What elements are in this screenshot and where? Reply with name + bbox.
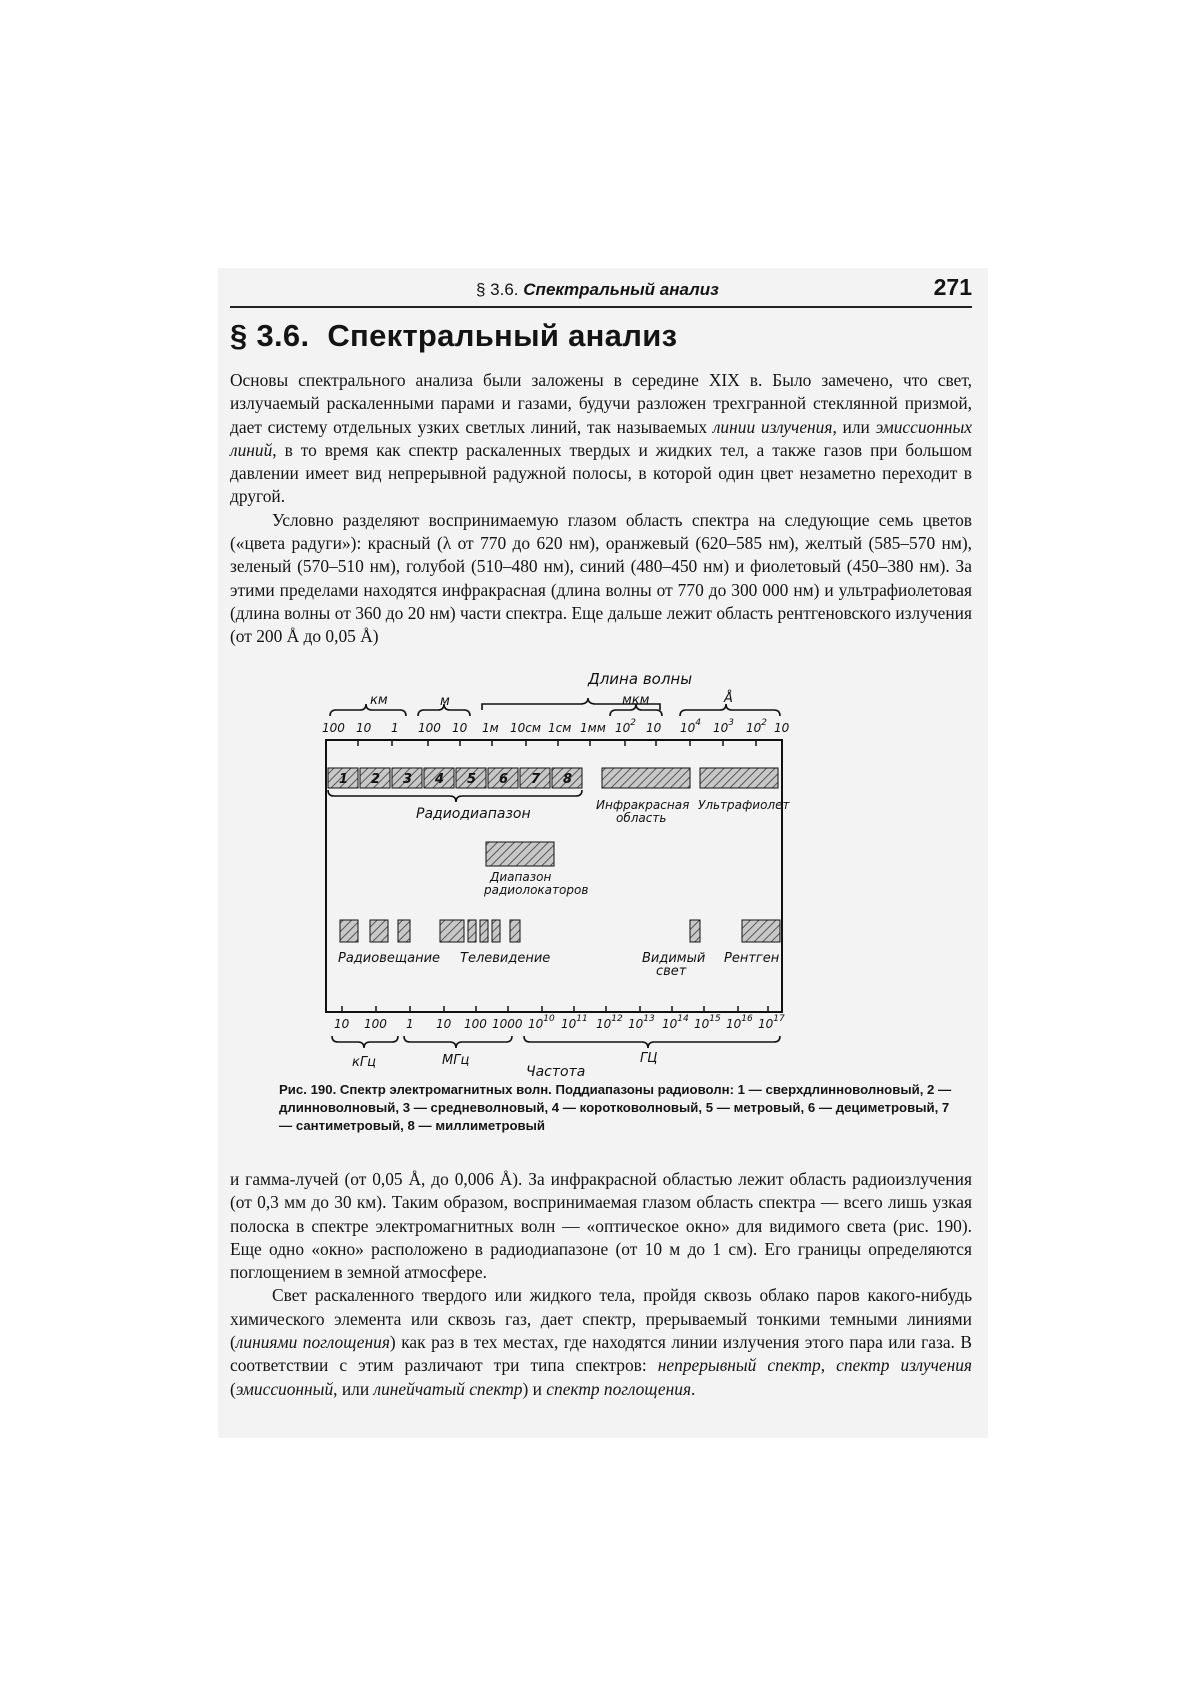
radio-band-number: 7 — [531, 772, 541, 787]
tv-bar — [510, 920, 520, 942]
unit-km: км — [370, 693, 388, 708]
wl-tick-label: 10см — [510, 721, 541, 735]
figure-caption — [279, 1081, 959, 1135]
xray-label: Рентген — [724, 951, 780, 966]
freq-pow-tick-label: $10^{10}$ — [528, 1014, 555, 1031]
radio-range-label: Радиодиапазон — [416, 806, 531, 822]
tv-bar — [480, 920, 488, 942]
text-run: ) как раз в тех местах, где находятся линии излучения этого пара или газа. В соответствии с этим различают три типа спектров: — [230, 1332, 973, 1376]
lower-row-bars — [340, 920, 780, 942]
radio-band-number: 3 — [403, 772, 413, 787]
tv-bar — [468, 920, 476, 942]
text-run: . — [691, 1378, 696, 1399]
tv-bar — [492, 920, 500, 942]
infrared-label: Инфракрасная — [596, 798, 690, 812]
unit-m: м — [440, 694, 450, 709]
italic-term: спектр излучения — [836, 1355, 972, 1376]
broadcast-label: Радиовещание — [338, 951, 441, 966]
figure-caption-text: Спектр электромагнитных волн. Поддиапазоны радиоволн: 1 — сверхдлинноволновый, 2 — длинноволновый, 3 — средневолновый, 4 — коротковолновый, 5 — метровый, 6 — дециметровый, 7 — сантиметровый, 8 — миллиметровый — [279, 1082, 952, 1133]
angstrom-tick-label: $10^2$ — [746, 718, 768, 735]
freq-tick-label: 1 — [406, 1017, 414, 1031]
radar-label: Диапазон — [490, 870, 552, 884]
infrared-bar — [602, 768, 690, 788]
freq-pow-tick-label: $10^{14}$ — [662, 1014, 689, 1031]
text-run: , в то время как спектр раскаленных твердых и жидких тел, а также газов при большом давлении имеет вид непрерывной радужной полосы, в которой один цвет незаметно переходит в другой. — [230, 439, 972, 507]
paragraph: Условно разделяют воспринимаемую глазом область спектра на следующие семь цветов («цвета радуги»): красный (λ от 770 до 620 нм), оранжевый (620–585 нм), желтый (585–570 нм), зеленый (570–510 нм), голубой (510–480 нм), синий (480–450 нм) и фиолетовый (450–380 нм). За этими пределами находятся инфракрасная (длина волны от 770 до 300 000 нм) и ультрафиолетовая (длина волны от 360 до 20 нм) части спектра. Еще дальше лежит область рентгеновского излучения (от 200 Å до 0,05 Å) — [230, 509, 972, 647]
header-section-number: § 3.6. — [476, 280, 519, 299]
visible-light-label-2: свет — [656, 964, 687, 979]
text-run: , или — [832, 416, 876, 437]
brace-ghz — [524, 1036, 780, 1048]
text-block-top — [230, 369, 972, 649]
freq-pow-tick-label: $10^{12}$ — [596, 1014, 623, 1031]
freq-tick-label: 100 — [364, 1017, 387, 1031]
italic-term: непрерывный спектр — [657, 1355, 821, 1376]
freq-pow-tick-label: $10^{16}$ — [726, 1014, 753, 1031]
wl-tick-label: 100 — [322, 721, 345, 735]
brace-mkm — [610, 704, 662, 716]
italic-term: эмиссионный — [235, 1378, 334, 1399]
tv-label: Телевидение — [460, 951, 551, 966]
text-run: Свет раскаленного твердого или жидкого тела, пройдя сквозь облако паров какого-нибудь химического элемента или сквозь газ, дает спектр, прерываемый тонкими темными линиями ( — [230, 1285, 972, 1353]
ultraviolet-label: Ультрафиолет — [698, 798, 790, 812]
radio-brace — [328, 790, 582, 802]
visible-light-label: Видимый — [642, 951, 706, 966]
freq-tick-label: 10 — [334, 1017, 350, 1031]
text-run: ( — [230, 1378, 236, 1399]
page-number: 271 — [933, 274, 972, 300]
italic-term: спектр поглощения — [546, 1378, 692, 1399]
freq-pow-tick-label: $10^{11}$ — [561, 1014, 588, 1031]
broadcast-bar — [340, 920, 358, 942]
wavelength-title: Длина волны — [588, 670, 693, 688]
freq-tick-label: 100 — [464, 1017, 487, 1031]
radio-band-number: 2 — [371, 772, 381, 787]
frequency-title: Частота — [526, 1064, 586, 1080]
wl-tick-label: 1см — [548, 721, 572, 735]
unit-mhz: МГц — [442, 1053, 470, 1068]
wl-tick-label: 1м — [482, 721, 499, 735]
italic-term: линиями поглощения — [235, 1332, 390, 1353]
radar-band-bar — [486, 842, 554, 866]
paragraph: и гамма-лучей (от 0,05 Å, до 0,006 Å). За инфракрасной областью лежит область радиоизлучения (от 0,3 мм до 30 км). Таким образом, воспринимаемая глазом область спектра — всего лишь узкая полоска в спектре электромагнитных волн — «оптическое окно» для видимого света (рис. 190). Еще одно «окно» расположено в радиодиапазоне (от 10 м до 1 см). Его границы определяются поглощением в земной атмосфере. — [230, 1169, 972, 1283]
freq-tick-label: 1000 — [492, 1017, 523, 1031]
brace-km — [330, 704, 406, 716]
running-header — [230, 272, 972, 308]
figure-label: Рис. 190. — [279, 1082, 337, 1097]
brace-khz — [332, 1036, 398, 1048]
visible-light-bar — [690, 920, 700, 942]
angstrom-tick-label: 10 — [774, 721, 790, 735]
broadcast-bar — [398, 920, 410, 942]
xray-bar — [742, 920, 780, 942]
radio-band-number: 6 — [499, 772, 509, 787]
unit-mkm: мкм — [622, 693, 650, 708]
radio-band-number: 8 — [563, 772, 573, 787]
radio-band-number: 4 — [435, 772, 445, 787]
paragraph — [230, 1284, 972, 1400]
italic-term: линейчатый спектр — [373, 1378, 523, 1399]
brace-mhz — [404, 1036, 512, 1048]
angstrom-tick-label: $10^4$ — [680, 718, 702, 735]
angstrom-tick-label: $10^3$ — [713, 718, 735, 735]
unit-khz: кГц — [352, 1055, 376, 1070]
radio-band-number: 1 — [339, 772, 349, 787]
section-heading-title: Спектральный анализ — [327, 318, 678, 353]
freq-pow-tick-label: $10^{17}$ — [758, 1014, 785, 1031]
freq-tick-label: 10 — [436, 1017, 452, 1031]
unit-ghz: ГЦ — [640, 1051, 658, 1066]
text-run: , — [820, 1355, 837, 1376]
radio-band-bar — [328, 768, 582, 788]
wl-tick-label: 10 — [452, 721, 468, 735]
infrared-label-2: область — [616, 811, 667, 825]
broadcast-bar — [370, 920, 388, 942]
freq-pow-tick-label: $10^{15}$ — [694, 1014, 721, 1031]
broadcast-bar — [440, 920, 464, 942]
text-block-bottom — [230, 1168, 972, 1401]
wl-tick-label: 100 — [418, 721, 441, 735]
header-section-title: Спектральный анализ — [523, 280, 719, 299]
radar-label-2: радиолокаторов — [484, 883, 589, 897]
ultraviolet-bar — [700, 768, 778, 788]
freq-pow-tick-label: $10^{13}$ — [628, 1014, 655, 1031]
mkm-tick-label: 10 — [646, 721, 662, 735]
wl-tick-label: 1 — [391, 721, 399, 735]
section-heading-number: § 3.6. — [230, 318, 310, 353]
text-run: , или — [333, 1378, 374, 1399]
em-spectrum-figure — [322, 668, 880, 1088]
italic-term: эмиссионных линий — [230, 416, 973, 460]
brace-m — [418, 704, 470, 716]
text-run: ) и — [522, 1378, 547, 1399]
italic-term: линии излучения — [712, 416, 833, 437]
radio-band-number: 5 — [467, 772, 477, 787]
wl-tick-label: 10 — [356, 721, 372, 735]
paragraph — [230, 369, 972, 509]
unit-angstrom: Å — [724, 691, 733, 706]
mkm-tick-label: $10^2$ — [615, 718, 637, 735]
running-title — [476, 280, 719, 300]
section-heading — [230, 318, 677, 354]
text-run: Основы спектрального анализа были заложены в середине XIX в. Было замечено, что свет, излучаемый раскаленными парами и газами, будучи разложен трехгранной стеклянной призмой, дает систему отдельных узких светлых линий, так называемых — [230, 370, 972, 437]
wl-tick-label: 1мм — [580, 721, 606, 735]
